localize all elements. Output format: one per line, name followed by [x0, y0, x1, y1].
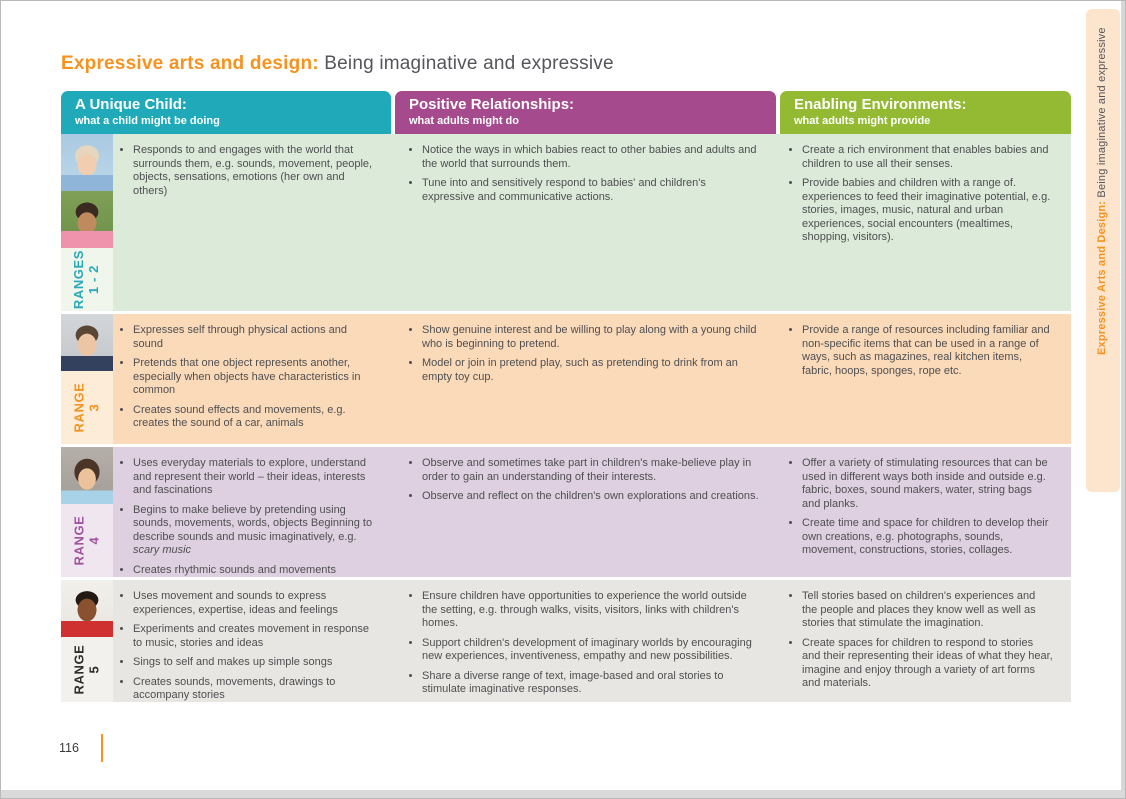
- range-label-area: [61, 248, 113, 311]
- bullet-item: • Creates sound effects and movements, e.g. creates the sound of a car, animals: [133, 404, 375, 431]
- page-number: 116: [59, 741, 79, 755]
- bullet-item: • Show genuine interest and be willing to play along with a young child who is beginning to pretend.: [422, 324, 760, 351]
- column-header-title: A Unique Child:: [75, 96, 187, 113]
- column-header-title: Positive Relationships:: [409, 96, 575, 113]
- range-number: 5: [85, 665, 101, 674]
- bullet-item: • Creates sounds, movements, drawings to accompany stories: [133, 676, 375, 703]
- range-row-3: [61, 314, 1071, 444]
- bullet-item: • Create a rich environment that enables babies and children to use all their senses.: [802, 144, 1053, 171]
- bullet-list: [408, 457, 760, 504]
- table-header-row: [61, 91, 1071, 134]
- range-word: RANGE: [71, 515, 87, 566]
- row-cell-col2: [393, 580, 778, 702]
- range-label: [72, 383, 101, 433]
- bullet-list: [788, 144, 1053, 245]
- child-photo: [61, 134, 113, 191]
- bullet-item: • Offer a variety of stimulating resources that can be used in different ways both inside and outside e.g. fabric, boxes, sound makers, water, string bags and planks.: [802, 457, 1053, 511]
- bullet-list: [408, 324, 760, 384]
- bullet-item: • Observe and reflect on the children's own explorations and creations.: [422, 490, 760, 504]
- range-label: [72, 516, 101, 566]
- bullet-item: • Tune into and sensitively respond to babies' and children's expressive and communicative actions.: [422, 177, 760, 204]
- column-header-subtitle: what a child might be doing: [75, 114, 220, 127]
- range-label-strip: [61, 314, 113, 444]
- bullet-item: • Create spaces for children to respond to stories and their representing their ideas of what they hear, imagine and enjoy through a variety of art forms and materials.: [802, 637, 1053, 691]
- child-photo: [61, 191, 113, 248]
- column-header-subtitle: what adults might provide: [794, 114, 931, 127]
- page-edge-right: [1121, 1, 1125, 798]
- bullet-item: • Create time and space for children to develop their own creations, e.g. photographs, sounds, movement, constructions, stories, collages.: [802, 517, 1053, 558]
- section-side-tab: [1086, 9, 1120, 492]
- row-cell-col3: [778, 447, 1071, 577]
- range-label-strip: [61, 134, 113, 311]
- range-word: RANGE: [71, 644, 87, 695]
- row-cell-col2: [393, 314, 778, 444]
- range-label-area: [61, 504, 113, 577]
- column-header-title: Enabling Environments:: [794, 96, 967, 113]
- bullet-list: [408, 144, 760, 204]
- column-header-subtitle: what adults might do: [409, 114, 519, 127]
- column-header-2: [395, 91, 776, 134]
- page-title: [61, 53, 614, 75]
- bullet-item: • Share a diverse range of text, image-based and oral stories to stimulate imaginative responses.: [422, 670, 760, 697]
- row-cell-col1: [113, 314, 393, 444]
- bullet-item: • Support children's development of imaginary worlds by encouraging new experiences, inventiveness, empathy and new possibilities.: [422, 637, 760, 664]
- range-number: 3: [85, 403, 101, 412]
- page-title-aspect: Being imaginative and expressive: [318, 53, 614, 74]
- footer-divider: [101, 734, 103, 762]
- bullet-item: • Creates rhythmic sounds and movements: [133, 564, 375, 578]
- child-photo: [61, 314, 113, 371]
- bullet-item: • Begins to make believe by pretending using sounds, movements, words, objects Beginning to describe sounds and music imaginatively, e.g. scary music: [133, 504, 375, 558]
- bullet-item: • Observe and sometimes take part in children's make-believe play in order to gain an understanding of their interests.: [422, 457, 760, 484]
- row-cell-col3: [778, 314, 1071, 444]
- bullet-item: • Responds to and engages with the world that surrounds them, e.g. sounds, movement, people, objects, sensations, emotions (her own and others): [133, 144, 375, 198]
- bullet-item: • Experiments and creates movement in response to music, stories and ideas: [133, 623, 375, 650]
- page-footer: [59, 734, 103, 762]
- range-label: [72, 645, 101, 695]
- row-cell-col3: [778, 580, 1071, 702]
- range-label-area: [61, 371, 113, 444]
- column-header-3: [780, 91, 1071, 134]
- bullet-item: • Sings to self and makes up simple songs: [133, 656, 375, 670]
- table-body: [61, 134, 1071, 702]
- row-cell-col1: [113, 134, 393, 311]
- bullet-item: • Model or join in pretend play, such as pretending to drink from an empty toy cup.: [422, 357, 760, 384]
- row-cell-col1: [113, 580, 393, 702]
- child-photo: [61, 447, 113, 504]
- section-side-tab-label: [1096, 27, 1108, 355]
- bullet-item: • Uses movement and sounds to express experiences, expertise, ideas and feelings: [133, 590, 375, 617]
- bullet-italic-phrase: scary music: [133, 544, 192, 557]
- range-word: RANGE: [71, 382, 87, 433]
- bullet-item: • Ensure children have opportunities to experience the world outside the setting, e.g. through walks, visits, visitors, links with children's homes.: [422, 590, 760, 631]
- bullet-list: [408, 590, 760, 697]
- bullet-item: • Pretends that one object represents another, especially when objects have characteristics in common: [133, 357, 375, 398]
- bullet-item: • Notice the ways in which babies react to other babies and adults and the world that surrounds them.: [422, 144, 760, 171]
- range-label: [72, 250, 101, 309]
- row-cell-col3: [778, 134, 1071, 311]
- row-cell-col2: [393, 447, 778, 577]
- bullet-item: • Tell stories based on children's experiences and the people and places they know well as well as stories that stimulate the imagination.: [802, 590, 1053, 631]
- range-row-5: [61, 580, 1071, 702]
- page-edge-bottom: [1, 790, 1125, 798]
- side-tab-subject: Expressive Arts and Design:: [1096, 200, 1108, 355]
- bullet-list: [119, 457, 375, 577]
- range-number: 4: [85, 536, 101, 545]
- range-label-strip: [61, 580, 113, 702]
- row-cell-col1: [113, 447, 393, 577]
- bullet-list: [119, 324, 375, 431]
- range-row-1-2: [61, 134, 1071, 311]
- side-tab-aspect: Being imaginative and expressive: [1096, 27, 1108, 201]
- row-cell-col2: [393, 134, 778, 311]
- bullet-item: • Provide babies and children with a range of. experiences to feed their imaginative potential, e.g. stories, images, music, natural and urban experiences, social encounters (mealtimes, shopping, visitors).: [802, 177, 1053, 245]
- range-label-area: [61, 637, 113, 702]
- range-row-4: [61, 447, 1071, 577]
- range-number: 1 - 2: [86, 265, 101, 295]
- bullet-list: [119, 144, 375, 198]
- bullet-item: • Expresses self through physical actions and sound: [133, 324, 375, 351]
- child-photo: [61, 580, 113, 637]
- column-header-1: [61, 91, 391, 134]
- bullet-item: • Provide a range of resources including familiar and non-specific items that can be used in a range of ways, such as magazines, real kitchen items, fabric, hoops, sponges, rope etc.: [802, 324, 1053, 378]
- development-matters-table: [61, 91, 1071, 702]
- page-title-subject: Expressive arts and design:: [61, 53, 319, 74]
- bullet-item: • Uses everyday materials to explore, understand and represent their world – their ideas, interests and fascinations: [133, 457, 375, 498]
- bullet-list: [119, 590, 375, 703]
- range-word: RANGES: [71, 249, 87, 310]
- bullet-list: [788, 590, 1053, 691]
- range-label-strip: [61, 447, 113, 577]
- bullet-list: [788, 324, 1053, 378]
- bullet-list: [788, 457, 1053, 558]
